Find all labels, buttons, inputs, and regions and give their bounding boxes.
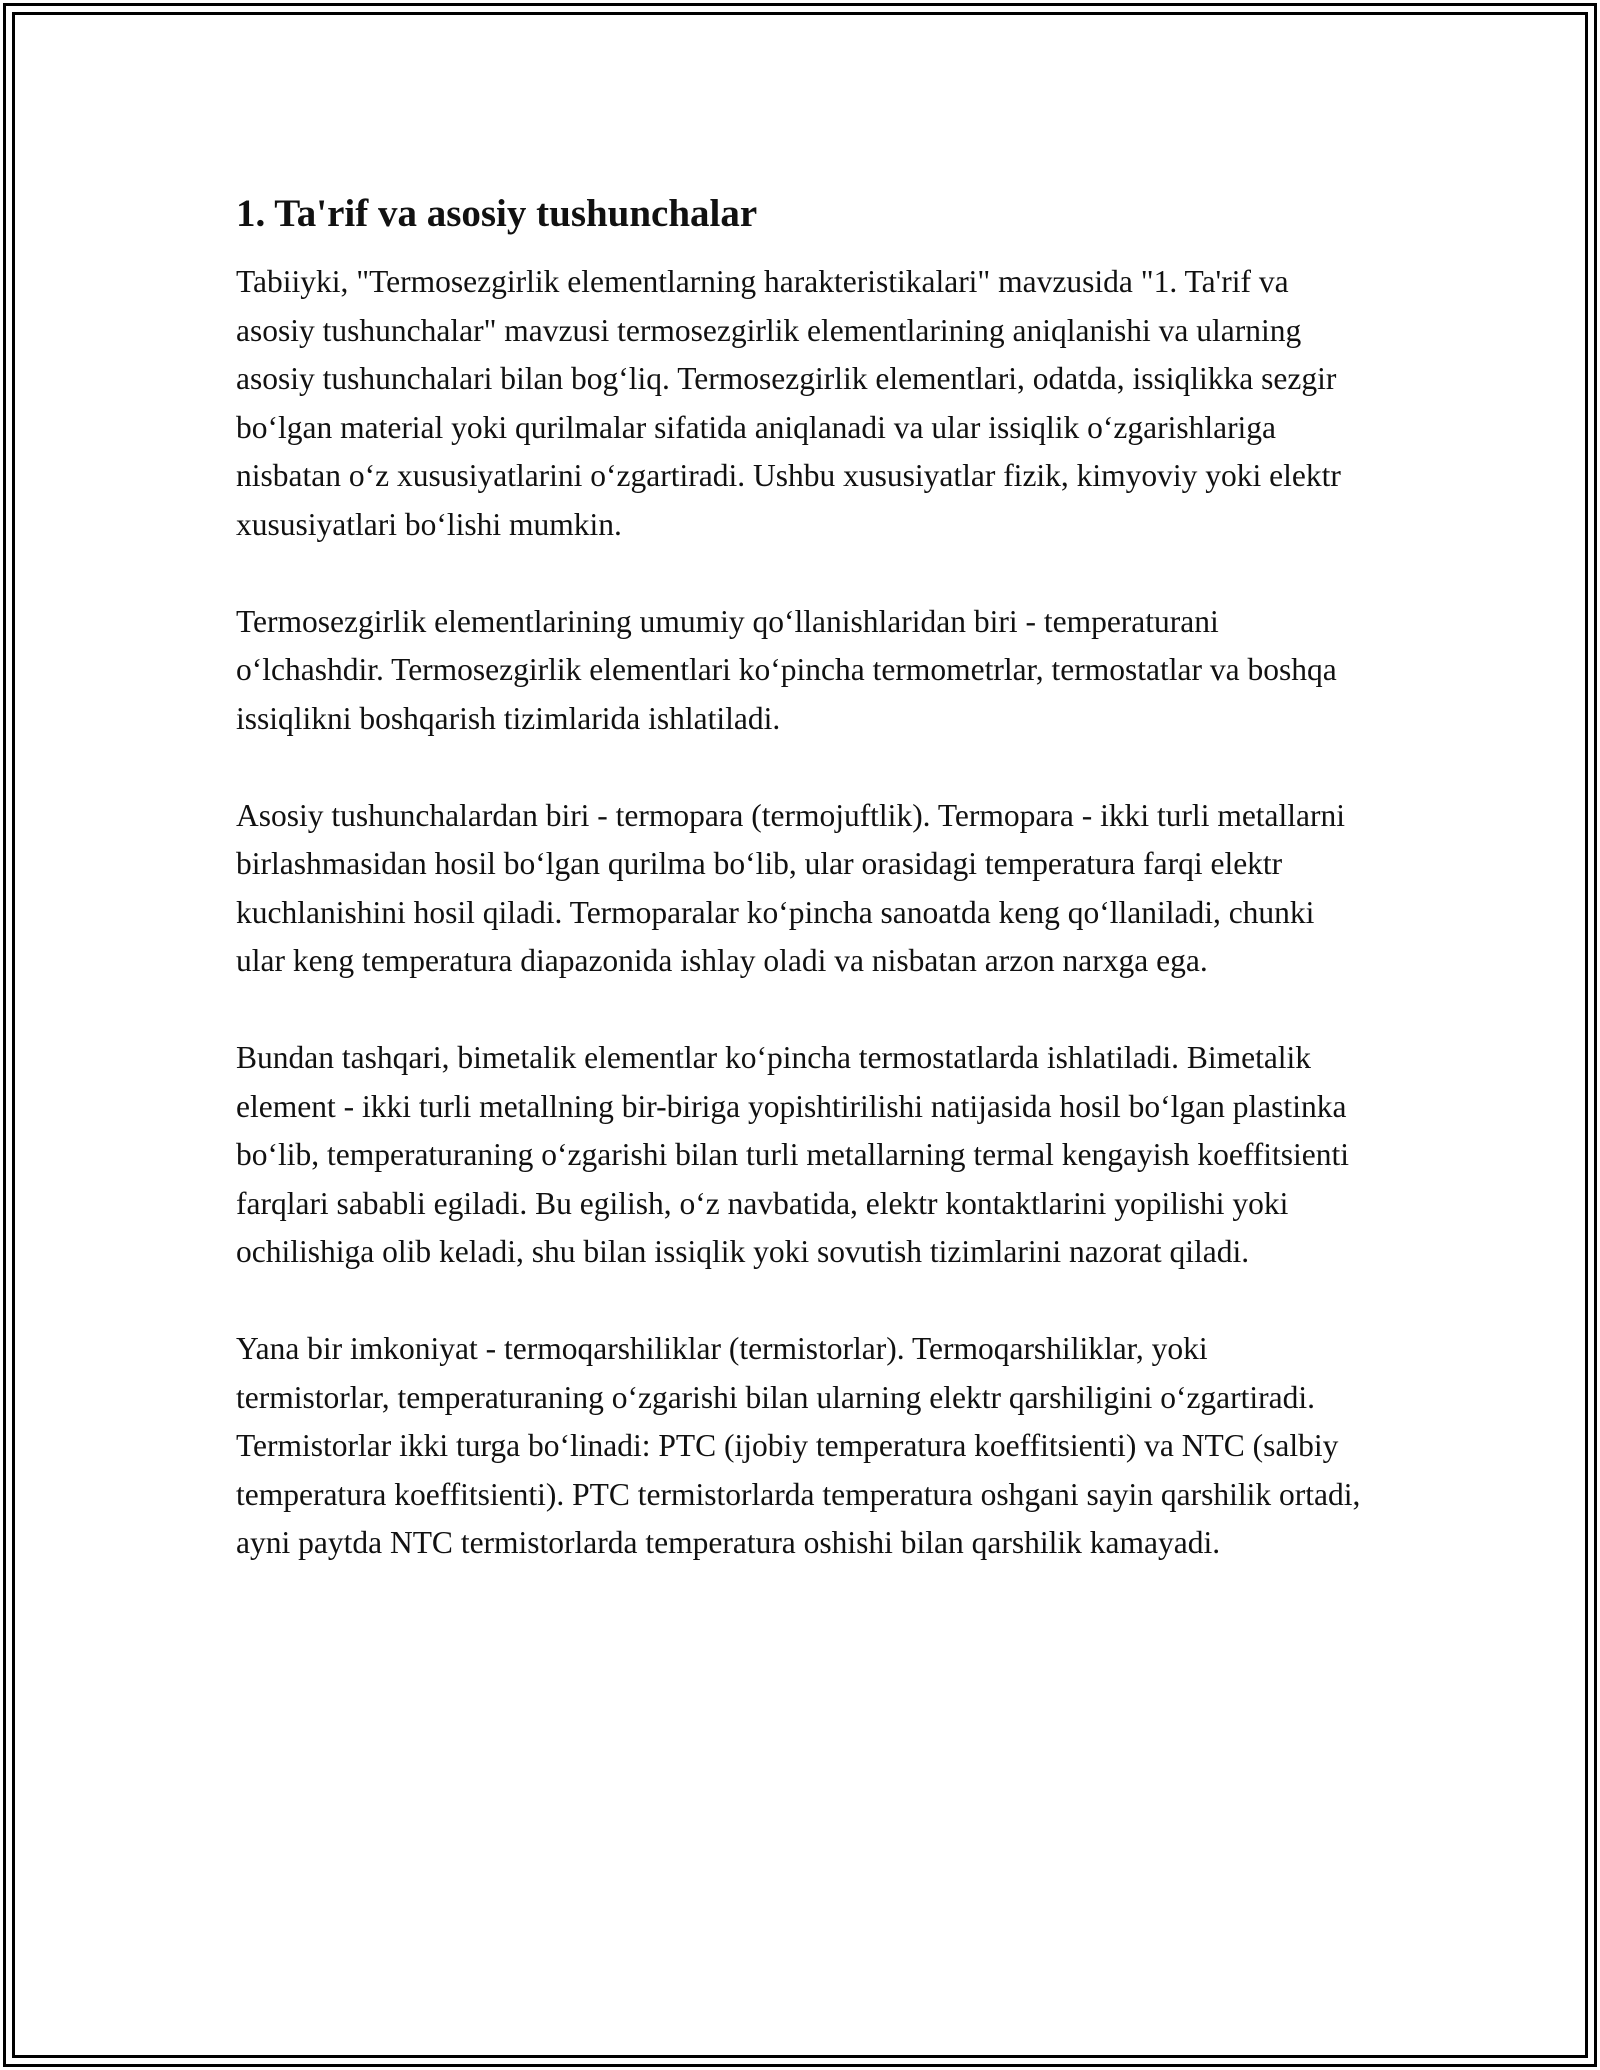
paragraph-definition: Tabiiyki, "Termosezgirlik elementlarning harakteristikalari" mavzusida "1. Ta'rif va asosiy tushunchalar" mavzusi termosezgirlik elementlarining aniqlanishi va ularning asosiy tushunchalari bilan bog‘liq. Termosezgirlik elementlari, odatda, issiqlikka sezgir bo‘lgan material yoki qurilmalar sifatida aniqlanadi va ular issiqlik o‘zgarishlariga nisbatan o‘z xususiyatlarini o‘zgartiradi. Ushbu xususiyatlar fizik, kimyoviy yoki elektr xususiyatlari bo‘lishi mumkin. [236,264,1341,542]
document-body [236,186,1366,1616]
paragraph-thermocouple: Asosiy tushunchalardan biri - termopara (termojuftlik). Termopara - ikki turli metallarni birlashmasidan hosil bo‘lgan qurilma bo‘lib, ular orasidagi temperatura farqi elektr kuchlanishini hosil qiladi. Termoparalar ko‘pincha sanoatda keng qo‘llaniladi, chunki ular keng temperatura diapazonida ishlay oladi va nisbatan arzon narxga ega. [236,797,1346,978]
section-heading: 1. Ta'rif va asosiy tushunchalar [236,192,758,235]
paragraph-thermistor: Yana bir imkoniyat - termoqarshiliklar (termistorlar). Termoqarshiliklar, yoki termistorlar, temperaturaning o‘zgarishi bilan ularning elektr qarshiligini o‘zgartiradi. Termistorlar ikki turga bo‘linadi: PTC (ijobiy temperatura koeffitsienti) va NTC (salbiy temperatura koeffitsienti). PTC termistorlarda temperatura oshgani sayin qarshilik ortadi, ayni paytda NTC termistorlarda temperatura oshishi bilan qarshilik kamayadi. [236,1331,1361,1560]
paragraph-applications: Termosezgirlik elementlarining umumiy qo‘llanishlaridan biri - temperaturani o‘lchashdir. Termosezgirlik elementlari ko‘pincha termometrlar, termostatlar va boshqa issiqlikni boshqarish tizimlarida ishlatiladi. [236,603,1337,736]
paragraph-bimetallic: Bundan tashqari, bimetalik elementlar ko‘pincha termostatlarda ishlatiladi. Bimetalik element - ikki turli metallning bir-biriga yopishtirilishi natijasida hosil bo‘lgan plastinka bo‘lib, temperaturaning o‘zgarishi bilan turli metallarning termal kengayish koeffitsienti farqlari sababli egiladi. Bu egilish, o‘z navbatida, elektr kontaktlarini yopilishi yoki ochilishiga olib keladi, shu bilan issiqlik yoki sovutish tizimlarini nazorat qiladi. [236,1040,1349,1269]
